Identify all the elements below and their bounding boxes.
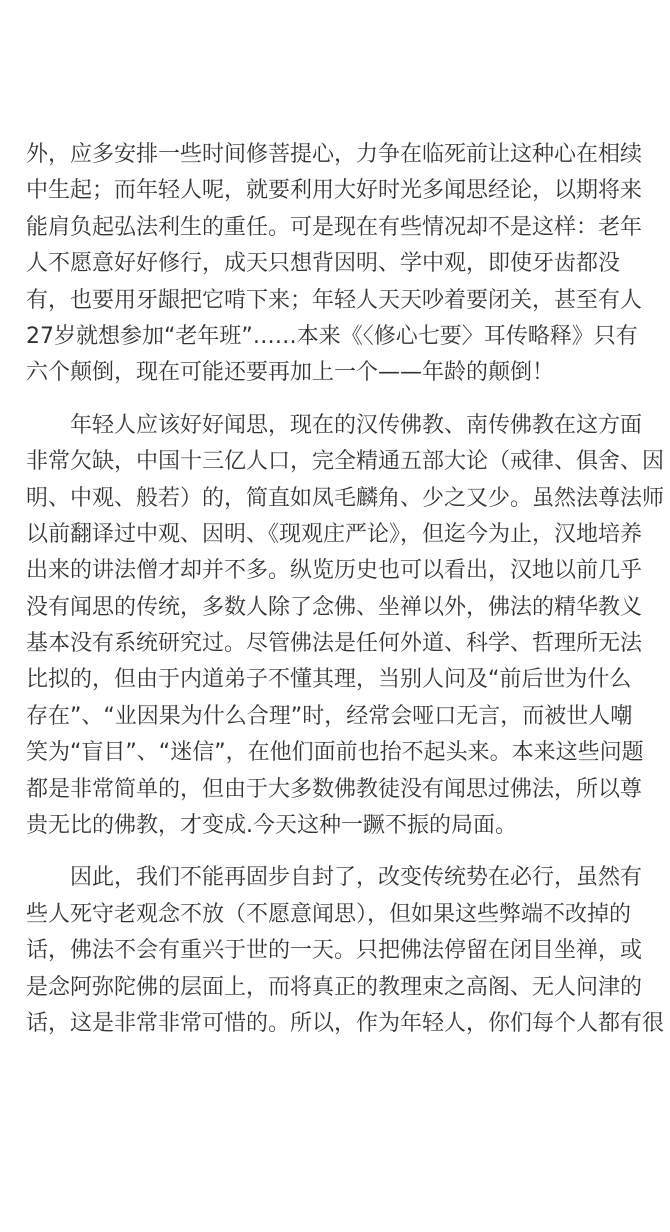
text-line: 出来的讲法僧才却并不多。纵览历史也可以看出，汉地以前几乎 xyxy=(26,558,643,584)
text-line: 是念阿弥陀佛的层面上，而将真正的教理束之高阁、无人问津的 xyxy=(26,974,643,1000)
text-line: 贵无比的佛教，才变成.今天这种一蹶不振的局面。 xyxy=(26,813,517,839)
text-line: 能肩负起弘法利生的重任。可是现在有些情况却不是这样：老年 xyxy=(26,214,643,240)
text-line: 话，这是非常非常可惜的。所以，作为年轻人，你们每个人都有很 xyxy=(26,1010,665,1036)
text-line: 比拟的，但由于内道弟子不懂其理，当别人问及“前后世为什么 xyxy=(26,667,632,693)
paragraph-3 xyxy=(26,860,665,1042)
text-line: 外，应多安排一些时间修菩提心，力争在临死前让这种心在相续 xyxy=(26,142,643,167)
text-line: 27岁就想参加“老年班”……本来《〈修心七要〉耳传略释》只有 xyxy=(26,323,638,349)
text-line: 六个颠倒，现在可能还要再加上一个——年龄的颠倒！ xyxy=(26,360,555,386)
text-line: 些人死守老观念不放（不愿意闻思），但如果这些弊端不改掉的 xyxy=(26,901,632,927)
text-line: 年轻人应该好好闻思，现在的汉传佛教、南传佛教在这方面 xyxy=(26,412,643,438)
text-line: 中生起；而年轻人呢，就要利用大好时光多闻思经论，以期将来 xyxy=(26,178,643,204)
text-line: 有，也要用牙龈把它啃下来；年轻人天天吵着要闭关，甚至有人 xyxy=(26,287,643,313)
text-line: 基本没有系统研究过。尽管佛法是任何外道、科学、哲理所无法 xyxy=(26,631,643,657)
text-line: 笑为“盲目”、“迷信”，在他们面前也抬不起头来。本来这些问题 xyxy=(26,740,644,766)
paragraph-1 xyxy=(26,137,644,392)
document-body xyxy=(26,137,665,1042)
text-line: 人不愿意好好修行，成天只想背因明、学中观，即使牙齿都没 xyxy=(26,251,621,277)
text-line: 以前翻译过中观、因明、《现观庄严论》，但迄今为止，汉地培养 xyxy=(26,521,643,547)
text-line: 话，佛法不会有重兴于世的一天。只把佛法停留在闭目坐禅，或 xyxy=(26,938,643,964)
text-line: 存在”、“业因果为什么合理”时，经常会哑口无言，而被世人嘲 xyxy=(26,703,633,729)
text-line: 因此，我们不能再固步自封了，改变传统势在必行，虽然有 xyxy=(26,865,643,891)
text-line: 都是非常简单的，但由于大多数佛教徒没有闻思过佛法，所以尊 xyxy=(26,776,643,802)
text-line: 明、中观、般若）的，简直如凤毛麟角、少之又少。虽然法尊法师 xyxy=(26,485,665,511)
paragraph-2 xyxy=(26,408,665,845)
text-line: 非常欠缺，中国十三亿人口，完全精通五部大论（戒律、俱舍、因 xyxy=(26,449,665,475)
text-line: 没有闻思的传统，多数人除了念佛、坐禅以外，佛法的精华教义 xyxy=(26,594,643,620)
